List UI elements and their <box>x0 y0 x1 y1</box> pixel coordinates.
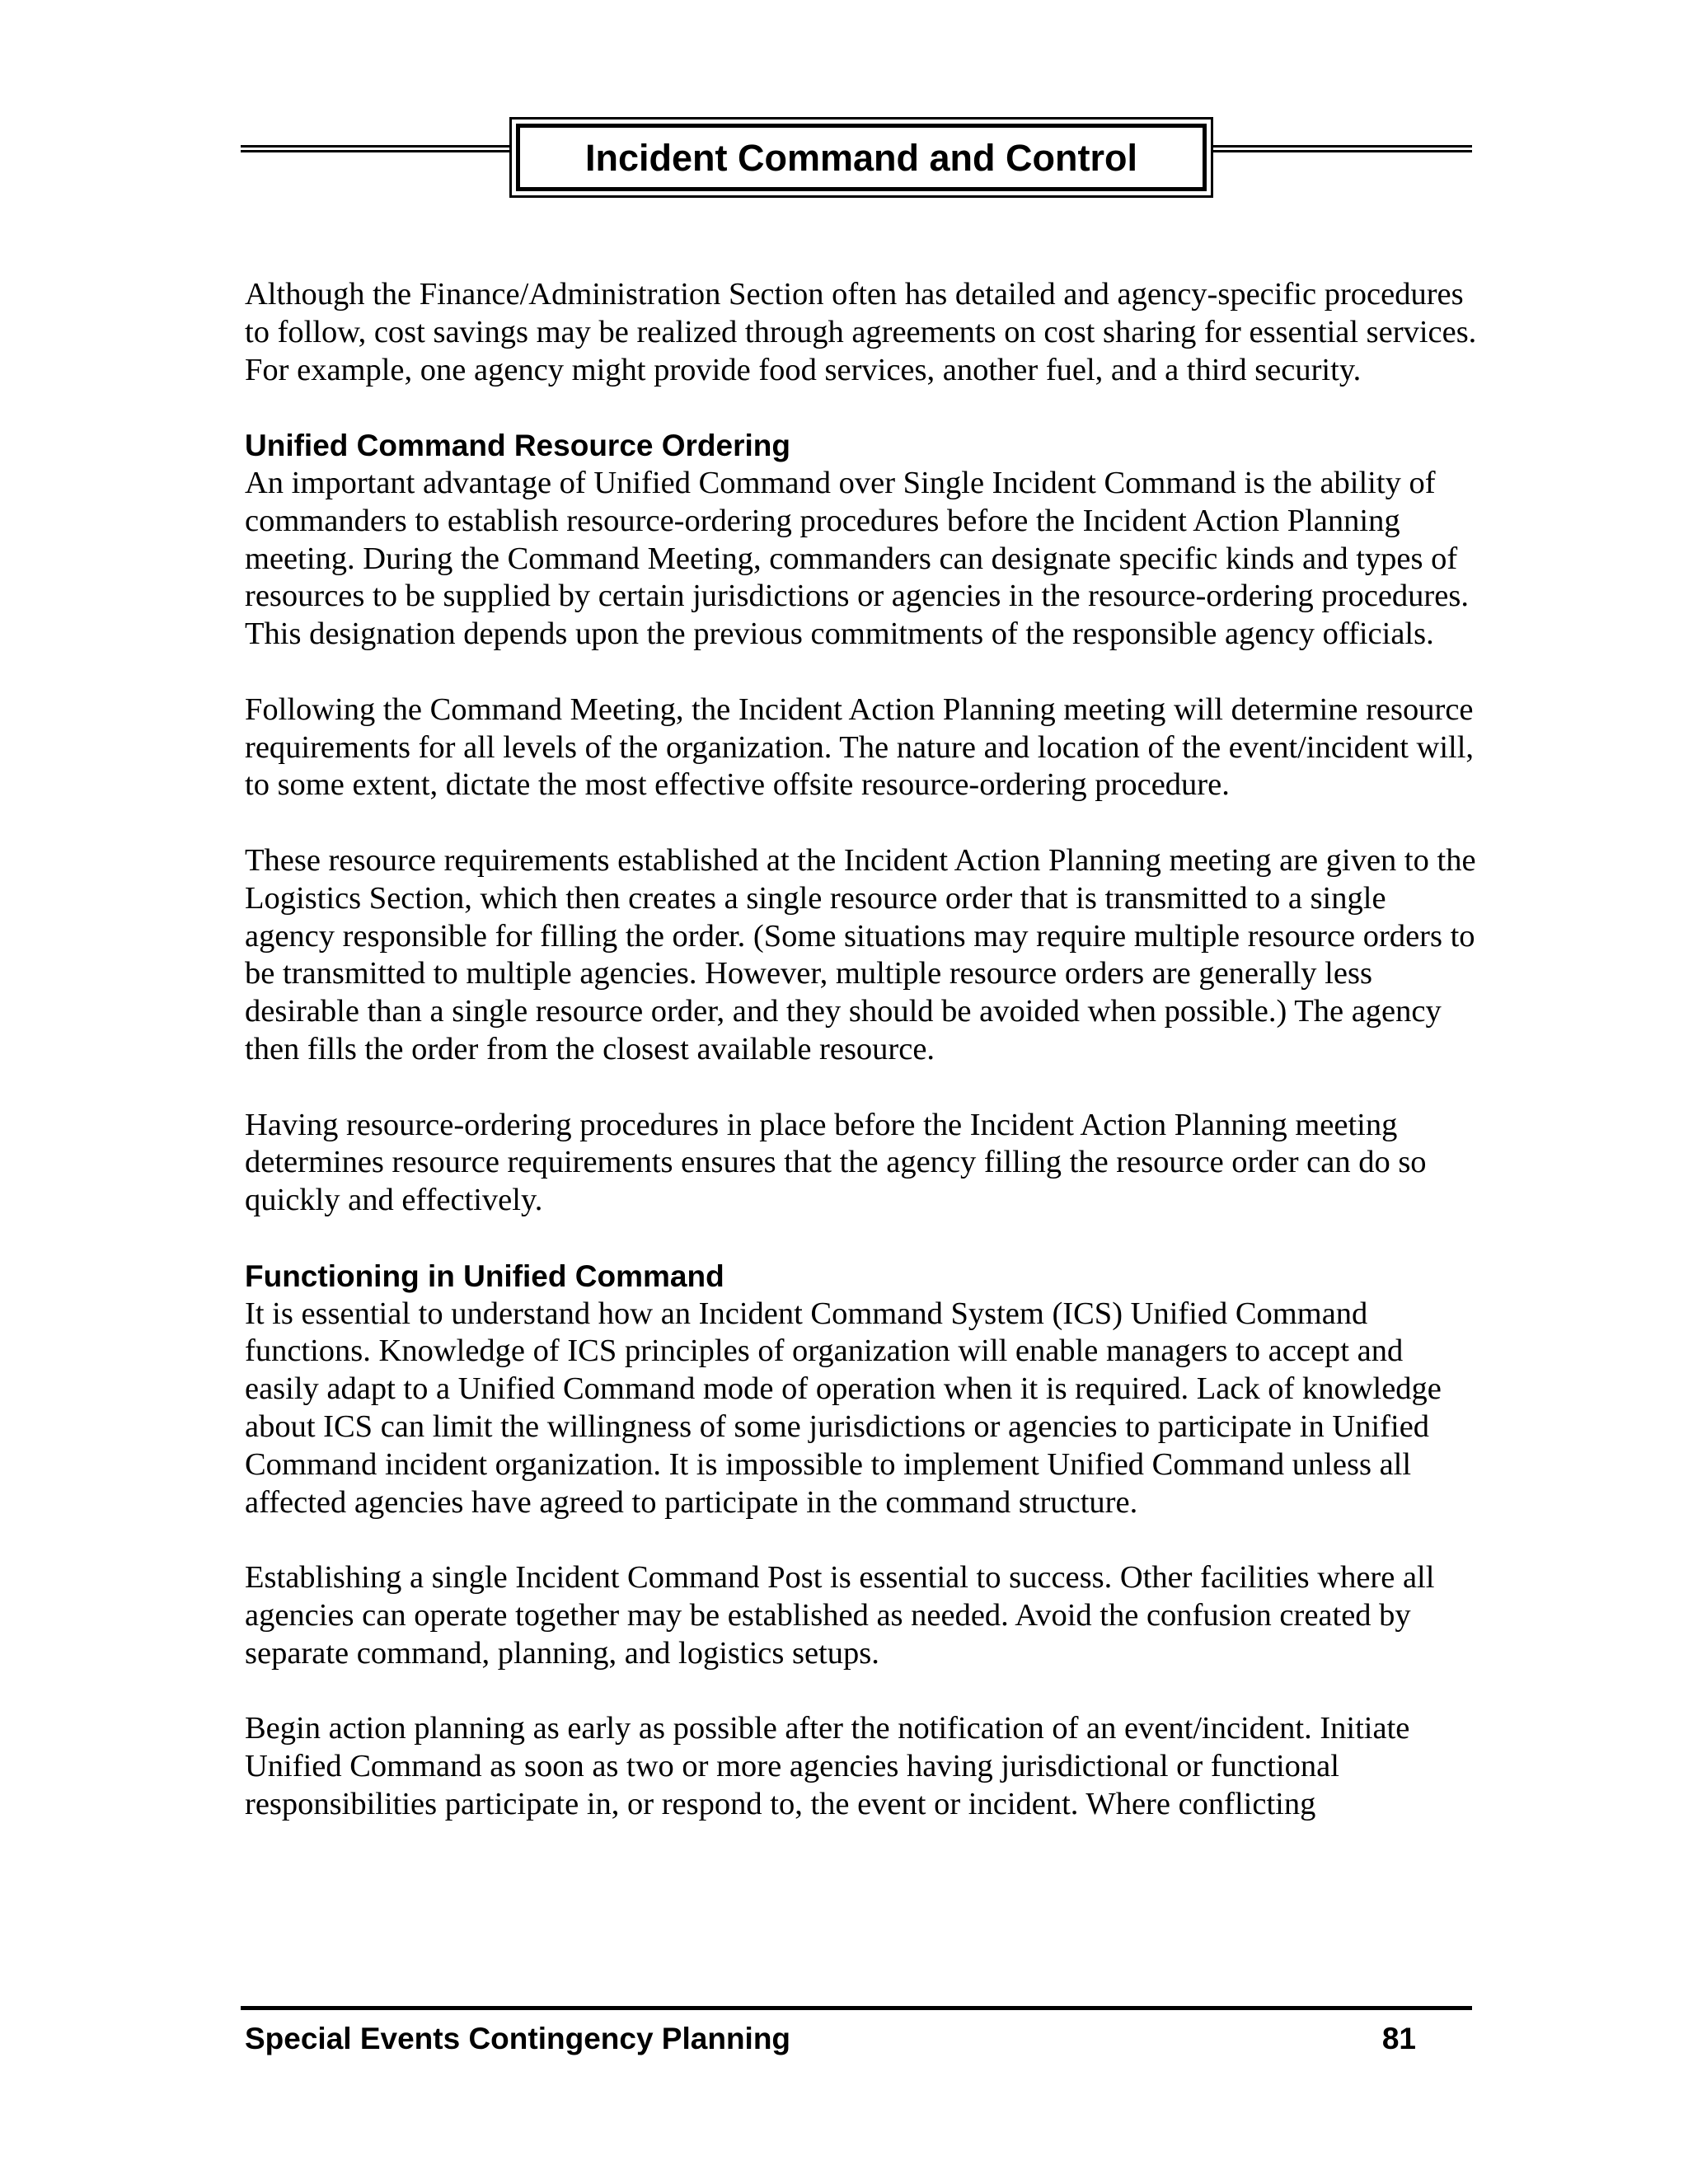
paragraph-resource-requirements: These resource requirements established at the Incident Action Planning meeting are given to the Logistics Section, which then creates a single resource order that is transmitted to a single agency responsible for filling the order. (Some situations may require multiple resource orders to be transmitted to multiple agencies. However, multiple resource orders are generally less desirable than a single resource order, and they should be avoided when possible.) The agency then fills the order from the closest available resource. <box>245 842 1476 1066</box>
page-title: Incident Command and Control <box>585 136 1137 179</box>
paragraph-cost-sharing: Although the Finance/Administration Section often has detailed and agency-specific procedures to follow, cost savings may be realized through agreements on cost sharing for essential services. For example, one agency might provide food services, another fuel, and a third security. <box>245 277 1477 387</box>
paragraph-following-command-meeting: Following the Command Meeting, the Incident Action Planning meeting will determine resource requirements for all levels of the organization. The nature and location of the event/incident will, to some extent, dictate the most effective offsite resource-ordering procedure. <box>245 691 1475 803</box>
header-rule-left <box>241 145 509 152</box>
paragraph-resource-ordering-procedures: Having resource-ordering procedures in place before the Incident Action Planning meeting determines resource requirements ensures that the agency filling the resource order can do so quickly and effectively. <box>245 1107 1427 1218</box>
footer-publication-title: Special Events Contingency Planning <box>245 2022 791 2055</box>
paragraph-action-planning: Begin action planning as early as possible after the notification of an event/incident. Initiate Unified Command as soon as two or more agencies having jurisdictional or functional responsibilities participate in, or respond to, the event or incident. Where conflicting <box>245 1711 1410 1821</box>
document-body <box>245 276 1481 1861</box>
paragraph-unified-command-advantage: An important advantage of Unified Command over Single Incident Command is the ability of commanders to establish resource-ordering procedures before the Incident Action Planning meeting. During the Command Meeting, commanders can designate specific kinds and types of resources to be supplied by certain jurisdictions or agencies in the resource-ordering procedures. This designation depends upon the previous commitments of the responsible agency officials. <box>245 465 1469 652</box>
page-header <box>241 117 1472 198</box>
paragraph-ics-understanding: It is essential to understand how an Incident Command System (ICS) Unified Command functions. Knowledge of ICS principles of organization will enable managers to accept and easily adapt to a Unified Command mode of operation when it is required. Lack of knowledge about ICS can limit the willingness of some jurisdictions or agencies to participate in Unified Command incident organization. It is impossible to implement Unified Command unless all affected agencies have agreed to participate in the command structure. <box>245 1296 1442 1520</box>
section-heading-functioning-unified-command: Functioning in Unified Command <box>245 1258 724 1293</box>
footer-page-number: 81 <box>1381 2022 1416 2055</box>
header-title-box-inner <box>516 124 1207 191</box>
page-footer <box>241 2006 1472 2055</box>
section-heading-resource-ordering: Unified Command Resource Ordering <box>245 429 790 463</box>
header-rule-right <box>1213 145 1472 152</box>
paragraph-incident-command-post: Establishing a single Incident Command Post is essential to success. Other facilities where all agencies can operate together may be established as needed. Avoid the confusion created by separate command, planning, and logistics setups. <box>245 1560 1435 1671</box>
header-title-box <box>509 117 1213 198</box>
